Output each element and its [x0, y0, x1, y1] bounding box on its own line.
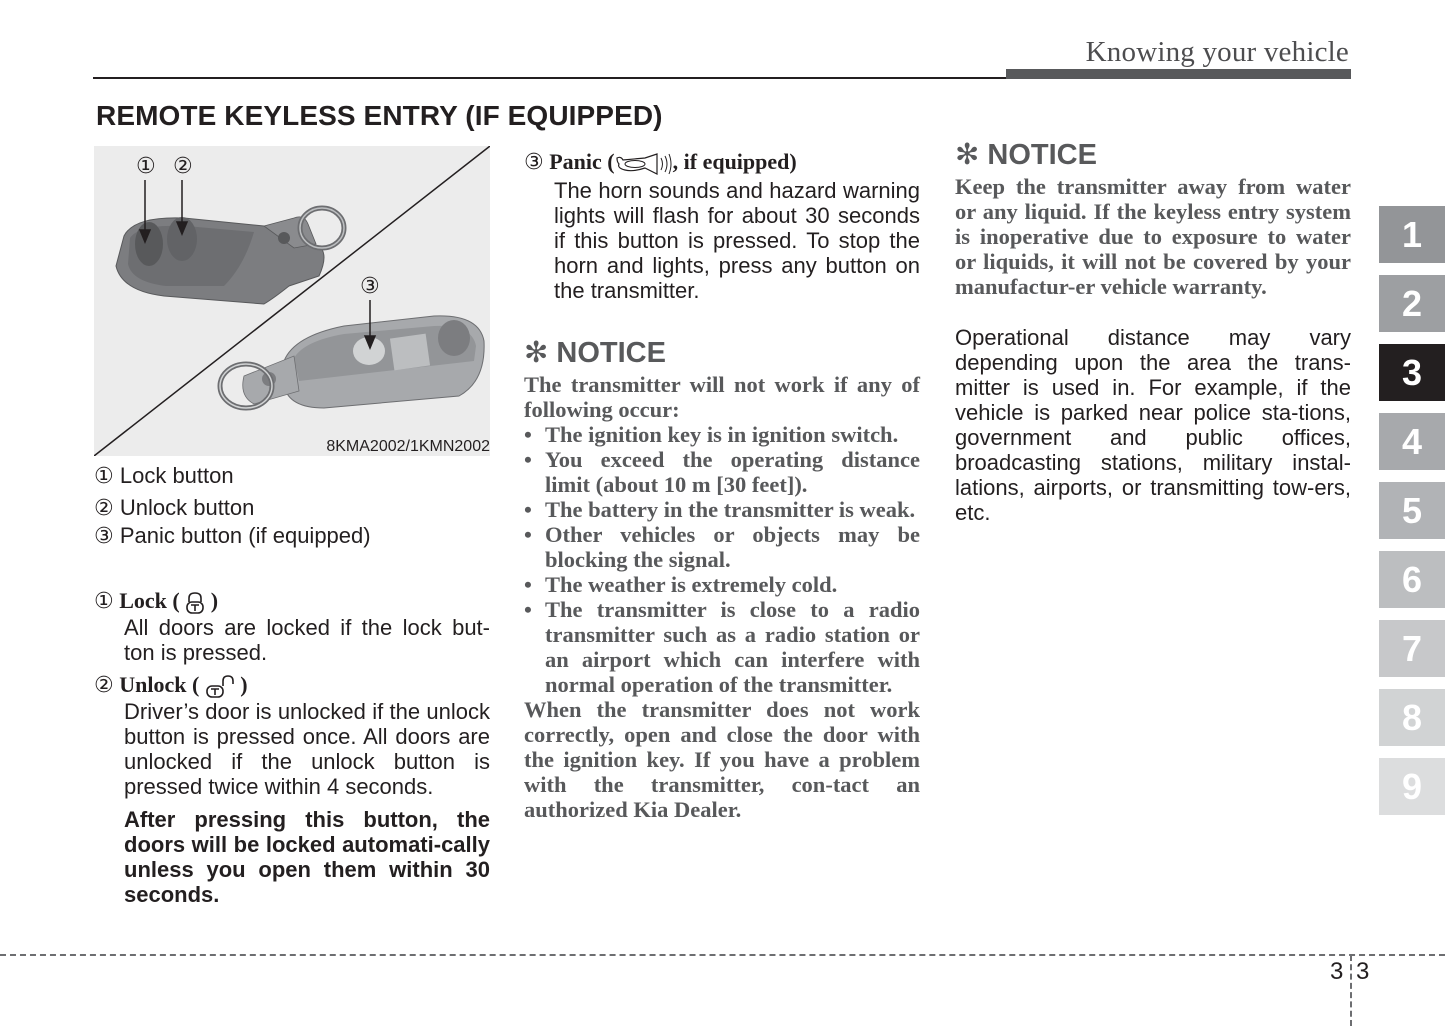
lock-number: ① [94, 588, 114, 613]
footer-divider [1350, 955, 1352, 1026]
panic-title: Panic ( [549, 149, 615, 174]
legend-label: Unlock button [119, 495, 255, 520]
bullet-text: The weather is extremely cold. [545, 571, 838, 597]
notice-heading [524, 336, 920, 370]
notice-water-body: Keep the transmitter away from water or any liquid. If the keyless entry system is inoperative due to exposure to water or liquids, it will not be covered by your manufactur-er vehicle warranty. [955, 174, 1351, 299]
notice-bullet: • You exceed the operating distance limit (about 10 m [30 feet]). [524, 446, 920, 497]
header-rule-accent [1006, 69, 1351, 79]
chapter-tab-label: 3 [1401, 351, 1423, 393]
key-fob-illustration [94, 146, 490, 456]
chapter-tab-7[interactable] [1379, 620, 1445, 677]
lock-section [94, 587, 490, 665]
unlock-section [94, 671, 490, 907]
chapter-tab-6[interactable] [1379, 551, 1445, 608]
legend-label: Lock button [119, 463, 234, 488]
chapter-tab-5[interactable] [1379, 482, 1445, 539]
legend-label: Panic button (if equipped) [119, 523, 371, 548]
notice-transmitter [524, 336, 920, 822]
callout-1: ① [136, 154, 156, 179]
horn-icon [615, 152, 673, 176]
fob-three-button [220, 316, 484, 408]
unlock-description: Driver’s door is unlocked if the unlock button is pressed once. All doors are unlocked if the unlock button is pressed twice within 4 seconds. [124, 698, 490, 799]
asterisk-icon: ✻ [955, 139, 980, 171]
bullet-text: The battery in the transmitter is weak. [545, 496, 916, 522]
notice-heading-text: NOTICE [987, 139, 1097, 171]
chapter-tab-label: 8 [1401, 696, 1423, 738]
header-rule [93, 77, 1007, 79]
chapter-tab-2[interactable] [1379, 275, 1445, 332]
legend-item-panic [94, 522, 490, 550]
chapter-tab-3[interactable] [1379, 344, 1445, 401]
notice-outro: When the transmitter does not work correctly, open and close the door with the ignition key. If you have a problem with the transmitter, con-tact an authorized Kia Dealer. [524, 696, 920, 822]
legend-number: ② [94, 495, 114, 520]
key-fob-drawing [94, 146, 490, 456]
callout-3: ③ [360, 274, 380, 299]
chapter-tab-4[interactable] [1379, 413, 1445, 470]
notice-heading [955, 138, 1351, 172]
lock-description: All doors are locked if the lock but-ton is pressed. [124, 614, 490, 665]
chapter-tab-label: 5 [1401, 489, 1423, 531]
callout-2: ② [173, 154, 193, 179]
unlock-warning: After pressing this button, the doors will be locked automati-cally unless you open them within 30 seconds. [124, 806, 490, 907]
lock-title: Lock ( [119, 588, 180, 613]
chapter-number: 3 [1330, 958, 1344, 985]
panic-description: The horn sounds and hazard warning lights will flash for about 30 seconds if this button is pressed. To stop the horn and lights, press any button on the transmitter. [554, 177, 920, 303]
chapter-tab-1[interactable] [1379, 206, 1445, 263]
chapter-tab-8[interactable] [1379, 689, 1445, 746]
fob-two-button [116, 208, 344, 304]
legend-number: ③ [94, 523, 114, 548]
running-header-title: Knowing your vehicle [1085, 36, 1349, 68]
unlock-icon [205, 675, 235, 699]
panic-title-end: , if equipped) [672, 149, 797, 174]
footer-rule [0, 954, 1445, 956]
unlock-heading [94, 671, 490, 699]
notice-bullet: • Other vehicles or objects may be blocking the signal. [524, 521, 920, 572]
chapter-tab-label: 1 [1401, 213, 1423, 255]
unlock-title-end: ) [240, 671, 248, 697]
chapter-tab-label: 4 [1401, 420, 1423, 462]
operational-distance-text: Operational distance may vary depending upon the area the trans-mitter is used in. For example, if the vehicle is parked near police sta-tions, government and public offices, broadcasting stations, military instal-lations, airports, or transmitting tow-ers, etc. [955, 325, 1351, 525]
chapter-tab-9[interactable] [1379, 758, 1445, 815]
panic-number: ③ [524, 149, 544, 174]
unlock-title: Unlock ( [119, 671, 200, 697]
lock-heading [94, 587, 490, 615]
notice-bullet: • The ignition key is in ignition switch. [524, 422, 920, 447]
legend-item-lock [94, 462, 490, 490]
legend-number: ① [94, 463, 114, 488]
panic-heading [524, 148, 920, 176]
notice-bullet: • The battery in the transmitter is weak. [524, 497, 920, 522]
figure-caption: 8KMA2002/1KMN2002 [326, 438, 490, 455]
chapter-tab-label: 6 [1401, 558, 1423, 600]
lock-title-end: ) [210, 588, 219, 613]
bullet-text: You exceed the operating distance limit (about 10 m [30 feet]). [545, 446, 920, 497]
notice-intro: The transmitter will not work if any of following occur: [524, 371, 920, 422]
notice-bullets [524, 422, 920, 697]
bullet-text: The transmitter is close to a radio transmitter such as a radio station or an airport which can interfere with normal operation of the transmitter. [545, 596, 920, 697]
figure-legend [94, 462, 490, 550]
notice-water [955, 138, 1351, 299]
bullet-text: Other vehicles or objects may be blocking the signal. [545, 521, 920, 572]
notice-heading-text: NOTICE [556, 336, 666, 369]
panic-section [524, 148, 920, 303]
bullet-text: The ignition key is in ignition switch. [545, 421, 899, 447]
lock-icon [185, 591, 205, 615]
page-number: 3 [1356, 958, 1370, 985]
chapter-tab-label: 9 [1401, 765, 1423, 807]
asterisk-icon: ✻ [524, 336, 549, 369]
section-title: REMOTE KEYLESS ENTRY (IF EQUIPPED) [96, 100, 663, 131]
notice-bullet: • The weather is extremely cold. [524, 572, 920, 597]
legend-item-unlock [94, 494, 490, 522]
chapter-tab-label: 7 [1401, 627, 1423, 669]
chapter-tab-label: 2 [1401, 282, 1423, 324]
unlock-number: ② [94, 671, 114, 697]
notice-bullet: • The transmitter is close to a radio transmitter such as a radio station or an airport which can interfere with normal operation of the transmitter. [524, 596, 920, 697]
